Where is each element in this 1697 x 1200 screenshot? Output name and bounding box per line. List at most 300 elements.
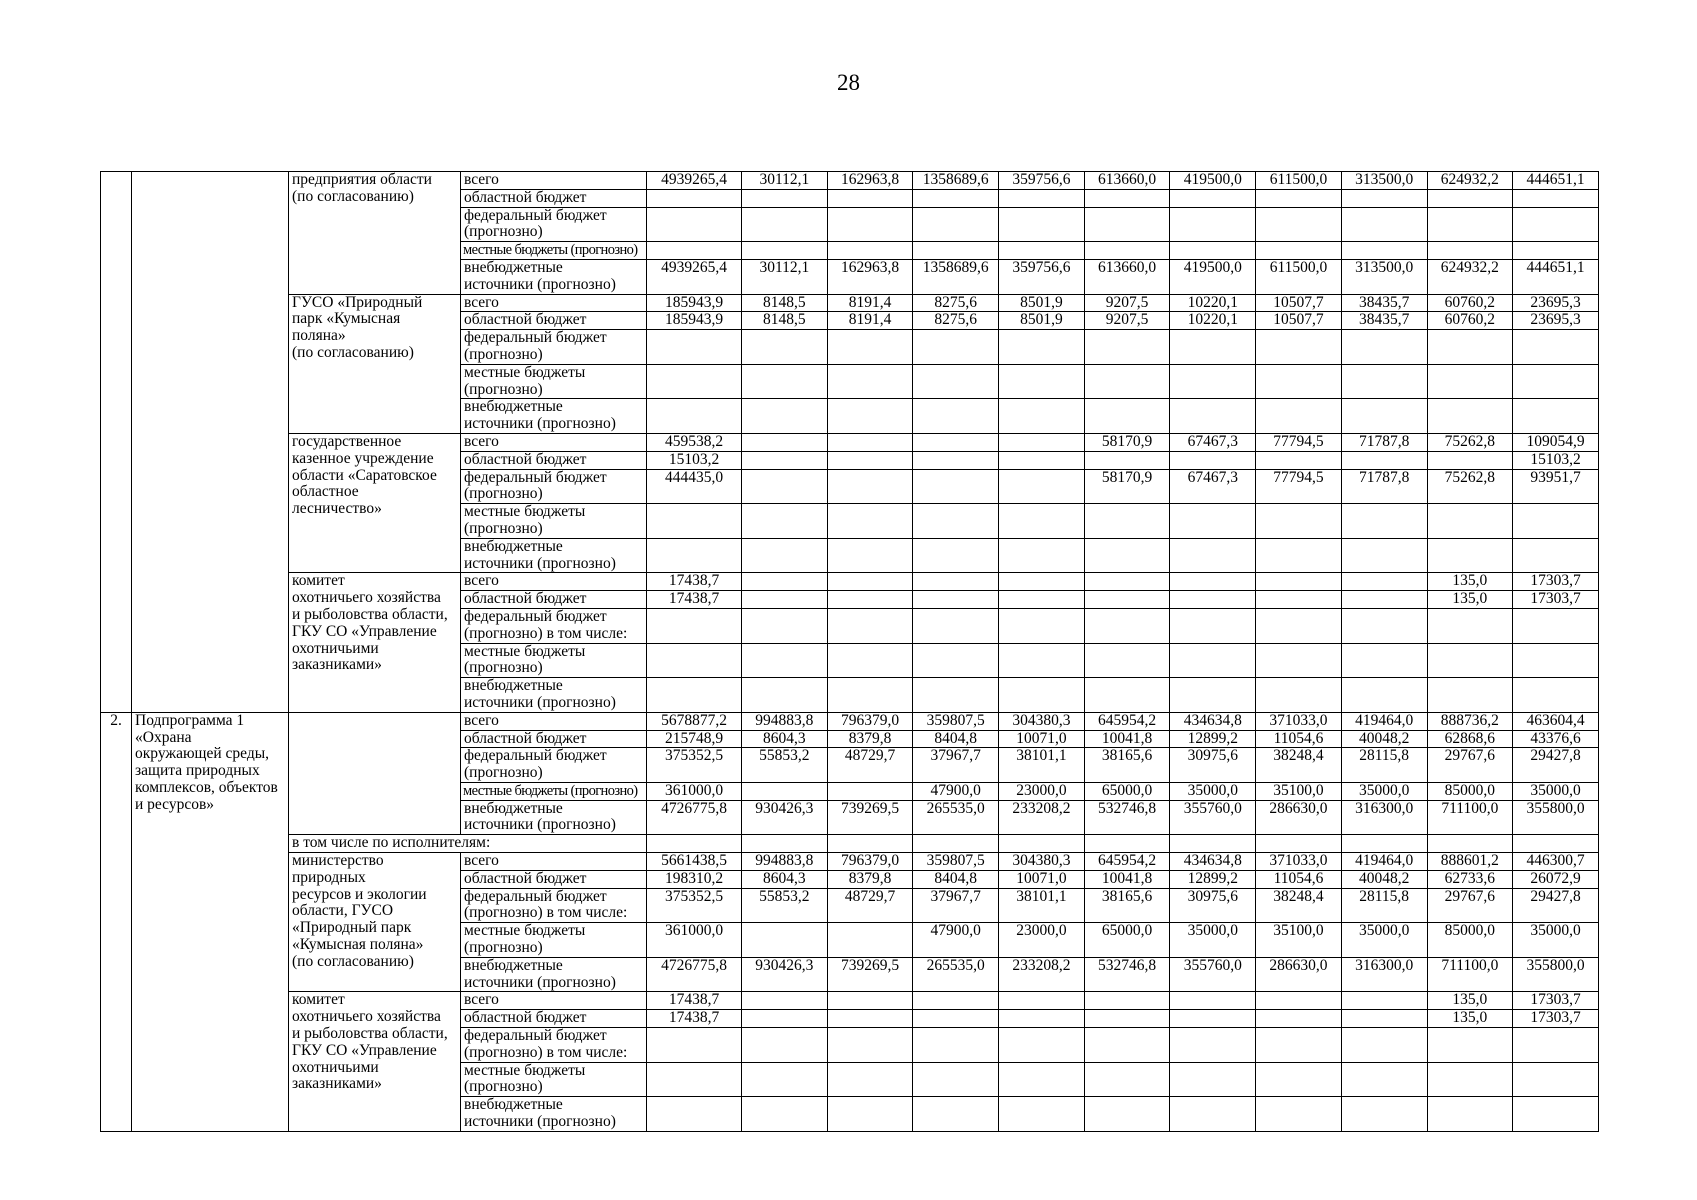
amount-cell	[647, 330, 742, 365]
amount-cell	[1084, 330, 1170, 365]
amount-cell	[913, 207, 999, 242]
amount-cell	[999, 451, 1085, 469]
amount-cell	[1170, 992, 1256, 1010]
amount-cell	[1427, 189, 1513, 207]
amount-cell: 444651,1	[1513, 259, 1599, 294]
amount-cell	[742, 782, 828, 800]
amount-cell	[1427, 1028, 1513, 1063]
funding-source-cell: местные бюджеты (прогнозно)	[461, 923, 647, 958]
amount-cell: 361000,0	[647, 923, 742, 958]
amount-cell: 12899,2	[1170, 870, 1256, 888]
amount-cell: 1358689,6	[913, 259, 999, 294]
amount-cell: 29427,8	[1513, 888, 1599, 923]
amount-cell	[827, 643, 913, 678]
amount-cell	[1513, 207, 1599, 242]
amount-cell	[742, 451, 828, 469]
funding-source-cell: федеральный бюджет (прогнозно) в том числе:	[461, 888, 647, 923]
amount-cell: 35000,0	[1170, 923, 1256, 958]
amount-cell	[742, 1097, 828, 1132]
amount-cell: 77794,5	[1256, 433, 1342, 451]
amount-cell	[1084, 1010, 1170, 1028]
amount-cell: 30112,1	[742, 259, 828, 294]
amount-cell	[1170, 451, 1256, 469]
amount-cell	[1341, 608, 1427, 643]
amount-cell	[1341, 242, 1427, 260]
amount-cell	[1341, 538, 1427, 573]
amount-cell	[1513, 330, 1599, 365]
amount-cell	[913, 364, 999, 399]
amount-cell	[1341, 1097, 1427, 1132]
amount-cell: 8604,3	[742, 730, 828, 748]
amount-cell: 65000,0	[1084, 923, 1170, 958]
amount-cell	[647, 678, 742, 713]
amount-cell: 8604,3	[742, 870, 828, 888]
subheading-row	[101, 835, 1599, 853]
amount-cell: 135,0	[1427, 992, 1513, 1010]
amount-cell: 532746,8	[1084, 800, 1170, 835]
amount-cell	[827, 591, 913, 609]
funding-source-cell: областной бюджет	[461, 870, 647, 888]
amount-cell	[1256, 1097, 1342, 1132]
amount-cell: 26072,9	[1513, 870, 1599, 888]
amount-cell: 4726775,8	[647, 800, 742, 835]
amount-cell	[742, 591, 828, 609]
amount-cell: 10071,0	[999, 870, 1085, 888]
amount-cell: 62868,6	[1427, 730, 1513, 748]
amount-cell	[1170, 399, 1256, 434]
amount-cell	[1341, 1028, 1427, 1063]
amount-cell: 611500,0	[1256, 172, 1342, 190]
amount-cell: 8379,8	[827, 730, 913, 748]
amount-cell: 8404,8	[913, 870, 999, 888]
amount-cell	[1084, 643, 1170, 678]
amount-cell: 4939265,4	[647, 172, 742, 190]
funding-source-cell: областной бюджет	[461, 189, 647, 207]
amount-cell: 10507,7	[1256, 312, 1342, 330]
amount-cell: 65000,0	[1084, 782, 1170, 800]
amount-cell	[1084, 538, 1170, 573]
amount-cell: 8501,9	[999, 312, 1085, 330]
amount-cell	[1170, 1097, 1256, 1132]
amount-cell	[1084, 451, 1170, 469]
amount-cell: 17438,7	[647, 573, 742, 591]
amount-cell: 135,0	[1427, 573, 1513, 591]
amount-cell	[999, 1028, 1085, 1063]
amount-cell: 9207,5	[1084, 312, 1170, 330]
amount-cell	[1084, 573, 1170, 591]
funding-source-cell: федеральный бюджет (прогнозно)	[461, 748, 647, 783]
amount-cell	[742, 399, 828, 434]
amount-cell: 135,0	[1427, 1010, 1513, 1028]
amount-cell: 35000,0	[1341, 782, 1427, 800]
amount-cell	[647, 643, 742, 678]
amount-cell	[1170, 189, 1256, 207]
amount-cell	[999, 608, 1085, 643]
amount-cell	[1256, 573, 1342, 591]
amount-cell	[999, 207, 1085, 242]
funding-source-cell: местные бюджеты (прогнозно)	[461, 643, 647, 678]
amount-cell: 645954,2	[1084, 712, 1170, 730]
funding-source-cell: областной бюджет	[461, 451, 647, 469]
amount-cell	[1513, 189, 1599, 207]
amount-cell: 35100,0	[1256, 923, 1342, 958]
amount-cell	[1427, 504, 1513, 539]
amount-cell: 611500,0	[1256, 259, 1342, 294]
amount-cell: 12899,2	[1170, 730, 1256, 748]
amount-cell: 71787,8	[1341, 433, 1427, 451]
amount-cell: 198310,2	[647, 870, 742, 888]
amount-cell	[1084, 1097, 1170, 1132]
amount-cell	[827, 608, 913, 643]
amount-cell: 463604,4	[1513, 712, 1599, 730]
amount-cell: 58170,9	[1084, 433, 1170, 451]
amount-cell: 739269,5	[827, 800, 913, 835]
amount-cell	[742, 608, 828, 643]
amount-cell: 359807,5	[913, 712, 999, 730]
amount-cell	[1084, 399, 1170, 434]
amount-cell	[647, 399, 742, 434]
amount-cell: 67467,3	[1170, 433, 1256, 451]
amount-cell	[913, 643, 999, 678]
amount-cell	[827, 364, 913, 399]
amount-cell: 85000,0	[1427, 782, 1513, 800]
amount-cell	[1427, 399, 1513, 434]
amount-cell: 286630,0	[1256, 957, 1342, 992]
amount-cell: 645954,2	[1084, 853, 1170, 871]
executor-cell: предприятия области (по согласованию)	[289, 172, 461, 295]
amount-cell: 444651,1	[1513, 172, 1599, 190]
budget-table-body	[101, 172, 1599, 1132]
funding-source-cell: федеральный бюджет (прогнозно) в том числе:	[461, 1028, 647, 1063]
amount-cell: 8404,8	[913, 730, 999, 748]
amount-cell	[827, 242, 913, 260]
amount-cell: 419500,0	[1170, 172, 1256, 190]
funding-source-cell: внебюджетные источники (прогнозно)	[461, 1097, 647, 1132]
amount-cell: 38248,4	[1256, 888, 1342, 923]
amount-cell	[1513, 538, 1599, 573]
amount-cell: 304380,3	[999, 712, 1085, 730]
amount-cell: 10041,8	[1084, 730, 1170, 748]
amount-cell	[999, 992, 1085, 1010]
amount-cell: 60760,2	[1427, 312, 1513, 330]
amount-cell	[999, 573, 1085, 591]
amount-cell	[827, 207, 913, 242]
amount-cell	[913, 242, 999, 260]
amount-cell	[1427, 207, 1513, 242]
amount-cell: 11054,6	[1256, 730, 1342, 748]
amount-cell: 28115,8	[1341, 748, 1427, 783]
amount-cell	[1084, 591, 1170, 609]
amount-cell	[1084, 242, 1170, 260]
amount-cell	[913, 591, 999, 609]
amount-cell: 355800,0	[1513, 800, 1599, 835]
funding-source-cell: внебюджетные источники (прогнозно)	[461, 259, 647, 294]
amount-cell: 355760,0	[1170, 957, 1256, 992]
amount-cell: 304380,3	[999, 853, 1085, 871]
amount-cell	[1256, 1010, 1342, 1028]
amount-cell: 29767,6	[1427, 888, 1513, 923]
amount-cell: 28115,8	[1341, 888, 1427, 923]
amount-cell: 58170,9	[1084, 469, 1170, 504]
amount-cell	[1341, 643, 1427, 678]
amount-cell: 359807,5	[913, 853, 999, 871]
amount-cell	[742, 643, 828, 678]
executor-cell: ГУСО «Природный парк «Кумысная поляна» (по согласованию)	[289, 294, 461, 433]
amount-cell	[1513, 504, 1599, 539]
amount-cell: 444435,0	[647, 469, 742, 504]
amount-cell: 371033,0	[1256, 712, 1342, 730]
amount-cell	[1256, 1028, 1342, 1063]
amount-cell: 286630,0	[1256, 800, 1342, 835]
amount-cell	[913, 504, 999, 539]
amount-cell: 17438,7	[647, 1010, 742, 1028]
amount-cell: 434634,8	[1170, 853, 1256, 871]
amount-cell: 185943,9	[647, 294, 742, 312]
amount-cell: 8275,6	[913, 312, 999, 330]
funding-source-cell: внебюджетные источники (прогнозно)	[461, 399, 647, 434]
amount-cell	[742, 923, 828, 958]
amount-cell	[1256, 364, 1342, 399]
amount-cell: 47900,0	[913, 782, 999, 800]
amount-cell: 35100,0	[1256, 782, 1342, 800]
amount-cell	[742, 1028, 828, 1063]
amount-cell: 35000,0	[1513, 782, 1599, 800]
amount-cell	[1170, 1010, 1256, 1028]
amount-cell: 8191,4	[827, 294, 913, 312]
amount-cell: 355760,0	[1170, 800, 1256, 835]
page-number: 28	[837, 70, 860, 95]
amount-cell	[1513, 1097, 1599, 1132]
amount-cell: 930426,3	[742, 800, 828, 835]
amount-cell	[647, 1062, 742, 1097]
amount-cell: 371033,0	[1256, 853, 1342, 871]
amount-cell	[1256, 608, 1342, 643]
amount-cell	[1256, 242, 1342, 260]
funding-source-cell: областной бюджет	[461, 312, 647, 330]
amount-cell	[827, 573, 913, 591]
amount-cell: 37967,7	[913, 748, 999, 783]
budget-table	[100, 171, 1599, 1132]
amount-cell	[913, 1028, 999, 1063]
amount-cell: 8148,5	[742, 312, 828, 330]
amount-cell	[1170, 207, 1256, 242]
table-row	[101, 573, 1599, 591]
amount-cell: 60760,2	[1427, 294, 1513, 312]
amount-cell: 85000,0	[1427, 923, 1513, 958]
amount-cell: 361000,0	[647, 782, 742, 800]
amount-cell	[647, 1097, 742, 1132]
amount-cell	[742, 364, 828, 399]
amount-cell	[913, 678, 999, 713]
funding-source-cell: местные бюджеты (прогнозно)	[461, 1062, 647, 1097]
amount-cell	[1256, 504, 1342, 539]
amount-cell	[1427, 451, 1513, 469]
funding-source-cell: федеральный бюджет (прогнозно)	[461, 330, 647, 365]
amount-cell	[1341, 207, 1427, 242]
table-row	[101, 172, 1599, 190]
amount-cell	[1256, 399, 1342, 434]
amount-cell	[742, 242, 828, 260]
amount-cell	[1170, 1028, 1256, 1063]
amount-cell: 29427,8	[1513, 748, 1599, 783]
amount-cell	[999, 643, 1085, 678]
amount-cell	[999, 835, 1085, 853]
amount-cell	[1170, 835, 1256, 853]
amount-cell: 17303,7	[1513, 1010, 1599, 1028]
amount-cell	[1341, 835, 1427, 853]
amount-cell	[999, 1010, 1085, 1028]
amount-cell	[1427, 608, 1513, 643]
amount-cell	[1341, 330, 1427, 365]
amount-cell	[1256, 189, 1342, 207]
amount-cell	[999, 399, 1085, 434]
amount-cell	[1170, 504, 1256, 539]
amount-cell: 37967,7	[913, 888, 999, 923]
amount-cell: 10507,7	[1256, 294, 1342, 312]
table-row	[101, 433, 1599, 451]
funding-source-cell: внебюджетные источники (прогнозно)	[461, 957, 647, 992]
amount-cell	[999, 330, 1085, 365]
amount-cell	[827, 923, 913, 958]
funding-source-cell: внебюджетные источники (прогнозно)	[461, 538, 647, 573]
amount-cell	[827, 1028, 913, 1063]
amount-cell: 15103,2	[1513, 451, 1599, 469]
amount-cell: 624932,2	[1427, 259, 1513, 294]
amount-cell	[913, 451, 999, 469]
amount-cell	[1513, 242, 1599, 260]
amount-cell	[1170, 364, 1256, 399]
amount-cell: 75262,8	[1427, 469, 1513, 504]
amount-cell: 796379,0	[827, 712, 913, 730]
amount-cell	[647, 364, 742, 399]
amount-cell	[1513, 643, 1599, 678]
amount-cell	[1256, 330, 1342, 365]
amount-cell: 23000,0	[999, 923, 1085, 958]
amount-cell: 55853,2	[742, 748, 828, 783]
amount-cell: 135,0	[1427, 591, 1513, 609]
amount-cell	[913, 399, 999, 434]
amount-cell	[1170, 591, 1256, 609]
amount-cell	[827, 469, 913, 504]
funding-source-cell: внебюджетные источники (прогнозно)	[461, 678, 647, 713]
amount-cell	[1341, 992, 1427, 1010]
amount-cell: 316300,0	[1341, 957, 1427, 992]
amount-cell: 446300,7	[1513, 853, 1599, 871]
amount-cell	[1170, 330, 1256, 365]
amount-cell: 419464,0	[1341, 712, 1427, 730]
amount-cell: 739269,5	[827, 957, 913, 992]
amount-cell: 162963,8	[827, 259, 913, 294]
amount-cell: 43376,6	[1513, 730, 1599, 748]
amount-cell	[1513, 364, 1599, 399]
amount-cell: 4939265,4	[647, 259, 742, 294]
funding-source-cell: внебюджетные источники (прогнозно)	[461, 800, 647, 835]
amount-cell	[1084, 189, 1170, 207]
amount-cell: 10071,0	[999, 730, 1085, 748]
funding-source-cell: местные бюджеты (прогнозно)	[461, 782, 647, 800]
amount-cell: 5661438,5	[647, 853, 742, 871]
funding-source-cell: всего	[461, 853, 647, 871]
amount-cell	[1256, 1062, 1342, 1097]
table-row	[101, 992, 1599, 1010]
amount-cell	[1341, 504, 1427, 539]
amount-cell	[1084, 207, 1170, 242]
amount-cell	[1427, 538, 1513, 573]
amount-cell: 17438,7	[647, 591, 742, 609]
amount-cell	[999, 1062, 1085, 1097]
executor-cell: министерство природных ресурсов и экологии области, ГУСО «Природный парк «Кумысная поляна» (по согласованию)	[289, 853, 461, 992]
amount-cell: 796379,0	[827, 853, 913, 871]
funding-source-cell: всего	[461, 433, 647, 451]
amount-cell	[742, 678, 828, 713]
amount-cell	[1084, 364, 1170, 399]
amount-cell	[1170, 678, 1256, 713]
amount-cell	[999, 189, 1085, 207]
amount-cell: 23000,0	[999, 782, 1085, 800]
amount-cell	[742, 189, 828, 207]
amount-cell: 711100,0	[1427, 800, 1513, 835]
amount-cell: 265535,0	[913, 800, 999, 835]
amount-cell	[827, 835, 913, 853]
amount-cell	[827, 538, 913, 573]
amount-cell: 17303,7	[1513, 992, 1599, 1010]
amount-cell: 109054,9	[1513, 433, 1599, 451]
amount-cell: 994883,8	[742, 853, 828, 871]
amount-cell: 8275,6	[913, 294, 999, 312]
amount-cell	[1341, 364, 1427, 399]
amount-cell: 62733,6	[1427, 870, 1513, 888]
program-name-cell: Подпрограмма 1 «Охрана окружающей среды, защита природных комплексов, объектов и ресурсов»	[132, 712, 289, 1131]
amount-cell	[1170, 1062, 1256, 1097]
amount-cell: 375352,5	[647, 888, 742, 923]
amount-cell	[647, 207, 742, 242]
amount-cell: 162963,8	[827, 172, 913, 190]
amount-cell	[827, 992, 913, 1010]
amount-cell	[742, 504, 828, 539]
amount-cell: 233208,2	[999, 957, 1085, 992]
amount-cell	[1427, 242, 1513, 260]
amount-cell: 38248,4	[1256, 748, 1342, 783]
amount-cell	[1427, 330, 1513, 365]
amount-cell: 29767,6	[1427, 748, 1513, 783]
amount-cell: 10220,1	[1170, 294, 1256, 312]
executor-cell	[289, 712, 461, 835]
amount-cell: 459538,2	[647, 433, 742, 451]
amount-cell: 38165,6	[1084, 888, 1170, 923]
program-name-cell	[132, 172, 289, 713]
amount-cell: 93951,7	[1513, 469, 1599, 504]
funding-source-cell: областной бюджет	[461, 1010, 647, 1028]
amount-cell: 419500,0	[1170, 259, 1256, 294]
amount-cell: 38435,7	[1341, 312, 1427, 330]
amount-cell: 35000,0	[1513, 923, 1599, 958]
amount-cell	[1084, 678, 1170, 713]
amount-cell	[827, 1097, 913, 1132]
amount-cell	[827, 451, 913, 469]
amount-cell	[827, 504, 913, 539]
amount-cell: 1358689,6	[913, 172, 999, 190]
amount-cell	[1256, 538, 1342, 573]
funding-source-cell: областной бюджет	[461, 730, 647, 748]
amount-cell	[742, 330, 828, 365]
funding-source-cell: всего	[461, 992, 647, 1010]
amount-cell	[999, 1097, 1085, 1132]
subheading-cell: в том числе по исполнителям:	[289, 835, 647, 853]
table-row	[101, 712, 1599, 730]
amount-cell: 8379,8	[827, 870, 913, 888]
funding-source-cell: местные бюджеты (прогнозно)	[461, 242, 647, 260]
amount-cell	[742, 1010, 828, 1028]
